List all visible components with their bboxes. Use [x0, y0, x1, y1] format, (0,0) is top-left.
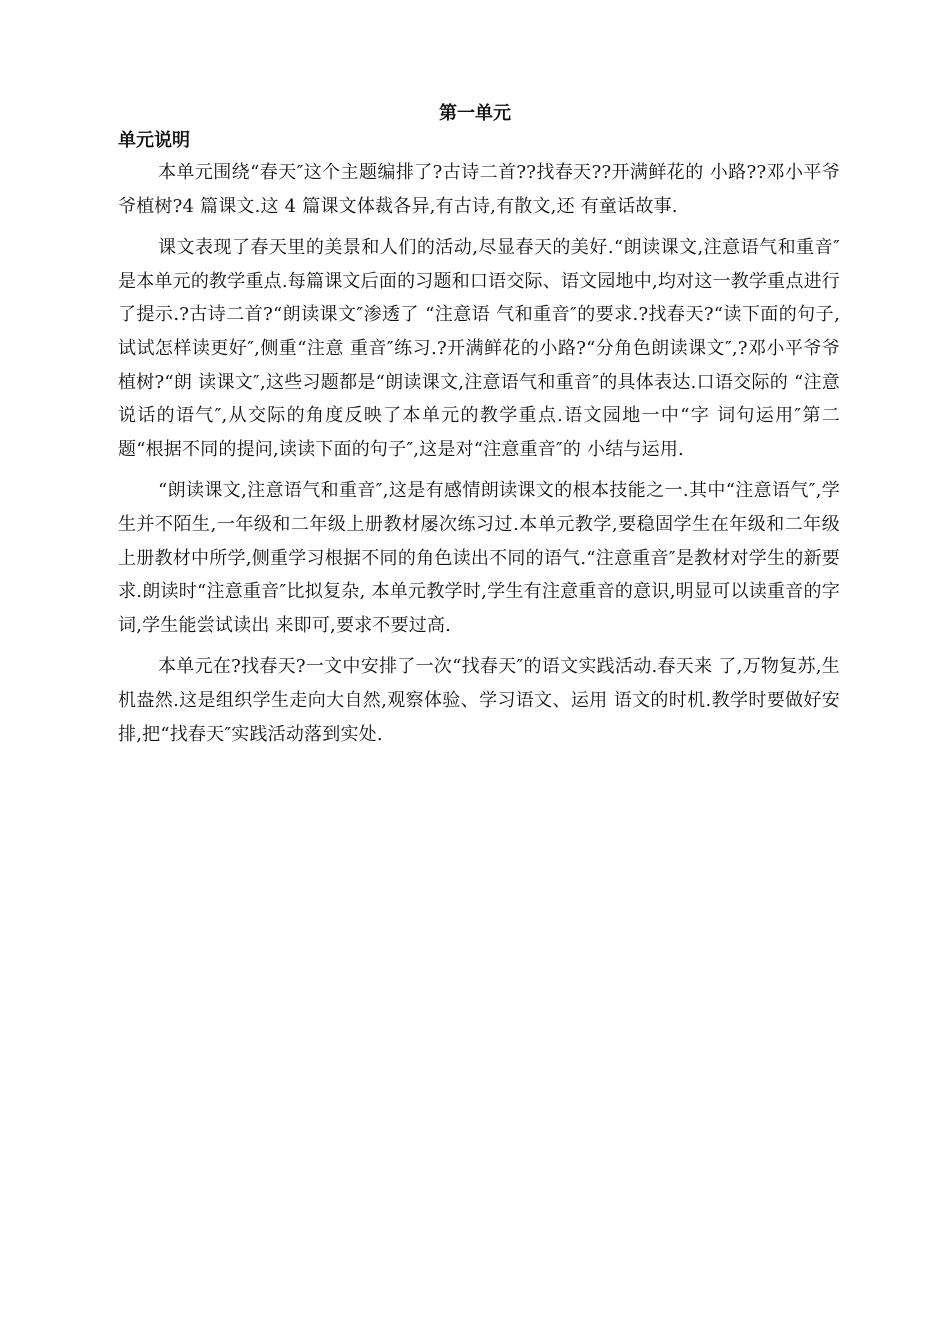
page-title: 第一单元	[439, 103, 511, 124]
paragraph-2: 课文表现了春天里的美景和人们的活动,尽显春天的美好.“朗读课文,注意语气和重音″是本单元的教学重点.每篇课文后面的习题和口语交际、语文园地中,均对这一教学重点进行了提示.?古诗二首?“朗读课文″渗透了 “注意语 气和重音″的要求.?找春天?“读下面的句子,试试怎样读更好″,侧重“注意 重音″练习.?开满鲜花的小路?“分角色朗读课文″,?邓小平爷爷植树?“朗 读课文″,这些习题都是“朗读课文,注意语气和重音″的具体表达.口语交际的 “注意说话的语气″,从交际的角度反映了本单元的教学重点.语文园地一中“字 词句运用″第二题“根据不同的提问,读读下面的句子″,这是对“注意重音″的 小结与运用.	[118, 237, 840, 460]
body-text	[118, 156, 840, 759]
paragraph-4: 本单元在?找春天?一文中安排了一次“找春天″的语文实践活动.春天来 了,万物复苏,生机盎然.这是组织学生走向大自然,观察体验、学习语文、运用 语文的时机.教学时要做好安排,把“找春天″实践活动落到实处.	[118, 656, 840, 745]
section-heading: 单元说明	[118, 130, 190, 151]
paragraph-3: “朗读课文,注意语气和重音″,这是有感情朗读课文的根本技能之一.其中“注意语气″,学生并不陌生,一年级和二年级上册教材屡次练习过.本单元教学,要稳固学生在年级和二年级上册教材中所学,侧重学习根据不同的角色读出不同的语气.“注意重音″是教材对学生的新要求.朗读时“注意重音″比拟复杂, 本单元教学时,学生有注意重音的意识,明显可以读重音的字词,学生能尝试读出 来即可,要求不要过高.	[118, 480, 840, 636]
paragraph-1: 本单元围绕“春天″这个主题编排了?古诗二首??找春天??开满鲜花的 小路??邓小平爷爷植树?4 篇课文.这 4 篇课文体裁各异,有古诗,有散文,还 有童话故事.	[118, 162, 840, 217]
